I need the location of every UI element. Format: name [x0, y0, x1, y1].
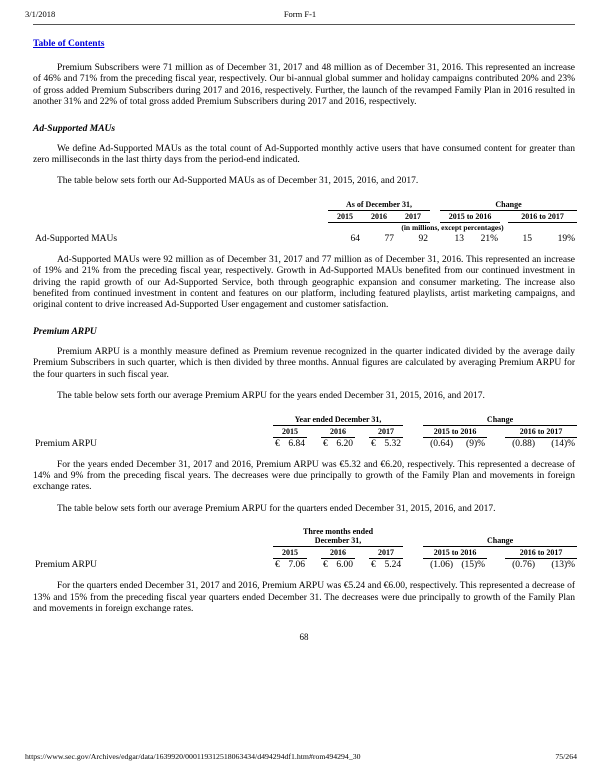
footer-url: https://www.sec.gov/Archives/edgar/data/1639920/000119312518063434/d494294df1.htm#rom494294_30	[25, 752, 361, 761]
change-col-header: 2015 to 2016	[423, 547, 487, 559]
change-col-header: 2016 to 2017	[505, 547, 577, 559]
change-pct-cell: 21%	[480, 233, 499, 244]
change-group-header: Change	[423, 414, 577, 426]
table-of-contents-link[interactable]: Table of Contents	[33, 39, 105, 49]
change-delta-cell: 15	[522, 233, 533, 244]
print-date: 3/1/2018	[25, 9, 56, 19]
print-footer	[25, 752, 577, 761]
change-pct-cell: (14)%	[551, 438, 576, 449]
value-cell: 92	[418, 233, 429, 244]
year-header: 2017	[369, 547, 403, 559]
currency-symbol: €	[275, 438, 280, 449]
change-col-header: 2016 to 2017	[505, 425, 577, 437]
value-cell: 6.84	[288, 438, 305, 449]
print-header	[0, 0, 600, 21]
premium-subscribers-paragraph: Premium Subscribers were 71 million as of December 31, 2017 and 48 million as of December 31, 2016. This represented an increase of 46% and 71% from the preceding fiscal year, respectively. Our bi-annual global summer and holiday campaigns contributed 20% and 23% of gross added Premium Subscribers during 2017 and 2016, respectively. Further, the launch of the revamped Family Plan in 2016 resulted in another 31% and 22% of total gross added Premium Subscribers during 2017 and 2016, respectively.	[33, 63, 575, 108]
year-header: 2017	[369, 425, 403, 437]
change-delta-cell: (1.06)	[430, 560, 454, 571]
period-group-header: As of December 31,	[328, 199, 430, 211]
period-group-header	[273, 526, 403, 547]
year-header: 2016	[321, 547, 355, 559]
footer-page-indicator: 75/264	[555, 752, 577, 761]
maus-table-intro: The table below sets forth our Ad-Supported MAUs as of December 31, 2015, 2016, and 2017.	[57, 176, 419, 187]
currency-symbol: €	[323, 438, 328, 449]
change-pct-cell: (9)%	[466, 438, 486, 449]
currency-symbol: €	[323, 560, 328, 571]
value-cell: 6.20	[336, 438, 353, 449]
arpu-annual-analysis-paragraph: For the years ended December 31, 2017 and 2016, Premium ARPU was €5.32 and €6.20, respectively. This represented a decrease of 14% and 9% from the preceding fiscal years. The decreases were due principally to growth of the Family Plan and movements in foreign exchange rates.	[33, 459, 575, 493]
arpu-quarterly-table-intro: The table below sets forth our average Premium ARPU for the quarters ended December 31, 2015, 2016, and 2017.	[57, 503, 496, 514]
value-cell: 6.00	[336, 560, 353, 571]
ad-supported-maus-table	[33, 199, 577, 245]
year-header: 2017	[396, 210, 430, 222]
arpu-definition-paragraph: Premium ARPU is a monthly measure defined as Premium revenue recognized in the quarter indicated divided by the average daily Premium Subscribers in such quarter, which is then divided by three months. Annual figures are calculated by averaging Premium ARPU for the four quarters in such fiscal year.	[33, 346, 575, 380]
change-pct-cell: (13)%	[551, 560, 576, 571]
value-cell: 77	[384, 233, 394, 244]
maus-analysis-paragraph: Ad-Supported MAUs were 92 million as of December 31, 2017 and 77 million as of December 31, 2016. This represented an increase of 19% and 21% from the preceding fiscal year, respectively. Growth in Ad-Supported MAUs benefited from our continued investment in driving the rapid growth of our Ad-Supported Service, both through geographic expansion and consumer marketing. The increase also benefited from continued investment in content and features on our platform, including featured playlists, artist marketing campaigns, and original content to drive increased Ad-Supported User engagement and customer satisfaction.	[33, 254, 575, 311]
year-header: 2015	[273, 547, 307, 559]
change-delta-cell: (0.76)	[512, 560, 536, 571]
period-group-header-line2: December 31,	[314, 536, 362, 546]
change-col-header: 2015 to 2016	[440, 210, 500, 222]
value-cell: 64	[350, 233, 360, 244]
change-delta-cell: (0.88)	[512, 438, 536, 449]
units-note: (in millions, except percentages)	[401, 222, 504, 232]
change-group-header: Change	[423, 526, 577, 547]
change-group-header: Change	[440, 199, 577, 211]
document-content	[0, 25, 600, 642]
change-pct-cell: 19%	[557, 233, 576, 244]
premium-arpu-heading: Premium ARPU	[33, 326, 97, 337]
currency-symbol: €	[371, 560, 376, 571]
currency-symbol: €	[371, 438, 376, 449]
form-title: Form F-1	[283, 9, 317, 19]
value-cell: 7.06	[288, 560, 305, 571]
value-cell: 5.32	[384, 438, 402, 449]
year-header: 2016	[321, 425, 355, 437]
row-label: Premium ARPU	[35, 438, 98, 449]
maus-definition-paragraph: We define Ad-Supported MAUs as the total count of Ad-Supported monthly active users that have consumed content for greater than zero milliseconds in the last thirty days from the period-end indicated.	[33, 143, 575, 166]
ad-supported-maus-heading: Ad-Supported MAUs	[33, 123, 116, 134]
change-col-header: 2016 to 2017	[508, 210, 577, 222]
row-label: Premium ARPU	[35, 560, 98, 571]
row-label: Ad-Supported MAUs	[35, 233, 118, 244]
arpu-quarterly-analysis-paragraph: For the quarters ended December 31, 2017 and 2016, Premium ARPU was €5.24 and €6.00, respectively. This represented a decrease of 13% and 15% from the preceding fiscal year quarters ended December 31. The decreases were due principally to growth of the Family Plan and movements in foreign exchange rates.	[33, 581, 575, 614]
year-header: 2015	[328, 210, 362, 222]
value-cell: 5.24	[384, 560, 402, 571]
premium-arpu-quarterly-table	[33, 526, 577, 571]
page-number: 68	[299, 632, 309, 643]
change-delta-cell: 13	[454, 233, 465, 244]
year-header: 2016	[362, 210, 396, 222]
period-group-header: Year ended December 31,	[273, 414, 403, 426]
arpu-annual-table-intro: The table below sets forth our average Premium ARPU for the years ended December 31, 2015, 2016, and 2017.	[57, 391, 485, 402]
year-header: 2015	[273, 425, 307, 437]
premium-arpu-annual-table	[33, 414, 577, 450]
currency-symbol: €	[275, 560, 280, 571]
change-col-header: 2015 to 2016	[423, 425, 487, 437]
period-group-header-line1: Three months ended	[303, 527, 374, 537]
change-pct-cell: (15)%	[461, 560, 486, 571]
change-delta-cell: (0.64)	[430, 438, 454, 449]
